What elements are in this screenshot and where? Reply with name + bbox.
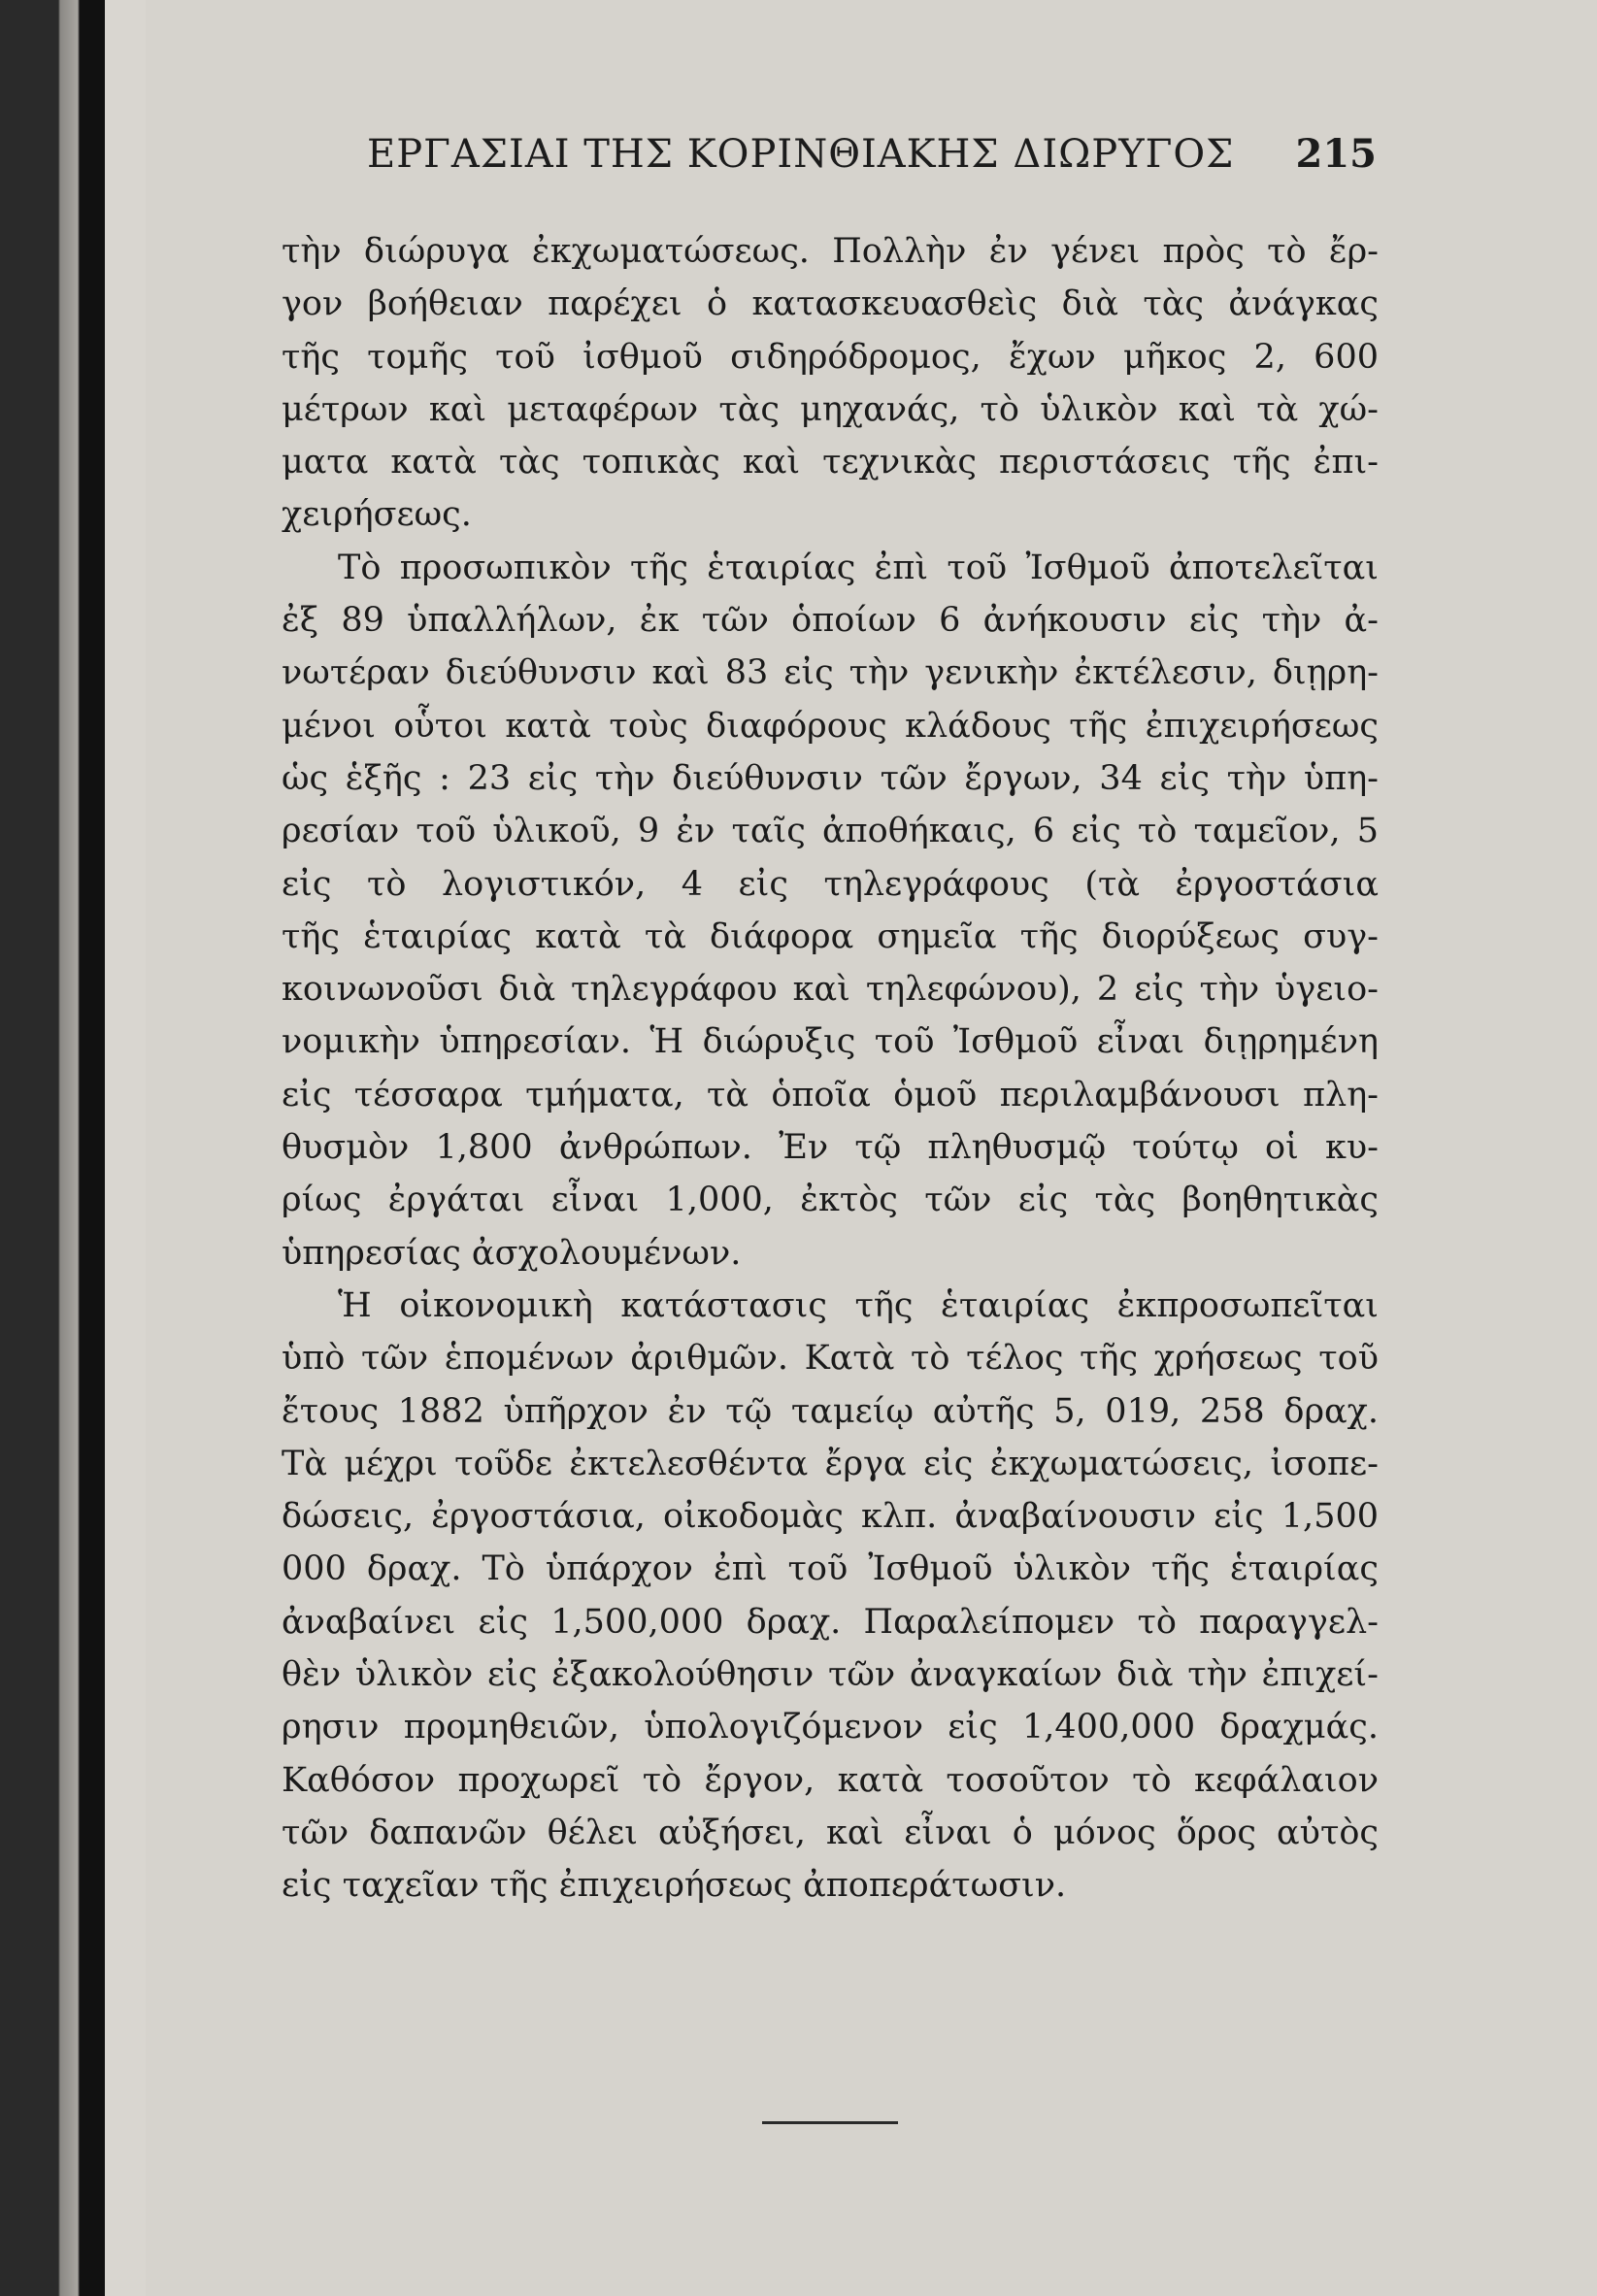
- text-line: εἰς τέσσαρα τμήματα, τὰ ὁποῖα ὁμοῦ περιλαμβάνουσι πλη-: [282, 1075, 1379, 1115]
- text-line: εἰς τὸ λογιστικόν, 4 εἰς τηλεγράφους (τὰ ἐργοστάσια: [282, 864, 1379, 904]
- text-line: ὡς ἑξῆς : 23 εἰς τὴν διεύθυνσιν τῶν ἔργων, 34 εἰς τὴν ὑπη-: [282, 758, 1379, 798]
- body-text: [282, 225, 1379, 1913]
- text-line: κοινωνοῦσι διὰ τηλεγράφου καὶ τηλεφώνου), 2 εἰς τὴν ὑγειο-: [282, 970, 1379, 1010]
- text-line: τῆς τομῆς τοῦ ἰσθμοῦ σιδηρόδρομος, ἔχων μῆκος 2, 600: [282, 337, 1379, 377]
- text-line: ματα κατὰ τὰς τοπικὰς καὶ τεχνικὰς περιστάσεις τῆς ἐπι-: [282, 443, 1379, 482]
- book-binding-edge: [0, 0, 105, 2296]
- text-line: ἔτους 1882 ὑπῆρχον ἐν τῷ ταμείῳ αὐτῆς 5, 019, 258 δραχ.: [282, 1391, 1379, 1431]
- text-line: μένοι οὗτοι κατὰ τοὺς διαφόρους κλάδους τῆς ἐπιχειρήσεως: [282, 706, 1379, 746]
- text-line: ὑπηρεσίας ἀσχολουμένων.: [282, 1233, 742, 1273]
- text-line: δώσεις, ἐργοστάσια, οἰκοδομὰς κλπ. ἀναβαίνουσιν εἰς 1,500: [282, 1497, 1379, 1537]
- text-line: γον βοήθειαν παρέχει ὁ κατασκευασθεὶς διὰ τὰς ἀνάγκας: [282, 284, 1379, 324]
- text-line: νομικὴν ὑπηρεσίαν. Ἡ διώρυξις τοῦ Ἰσθμοῦ εἶναι διῃρημένη: [282, 1022, 1379, 1062]
- end-rule: [762, 2121, 898, 2124]
- text-line: εἰς ταχεῖαν τῆς ἐπιχειρήσεως ἀποπεράτωσιν.: [282, 1866, 1067, 1906]
- text-line: ἐξ 89 ὑπαλλήλων, ἐκ τῶν ὁποίων 6 ἀνήκουσιν εἰς τὴν ἀ-: [282, 601, 1379, 641]
- text-line: ὑπὸ τῶν ἑπομένων ἀριθμῶν. Κατὰ τὸ τέλος τῆς χρήσεως τοῦ: [282, 1339, 1379, 1379]
- running-header: [367, 131, 1377, 177]
- text-line: ρίως ἐργάται εἶναι 1,000, ἐκτὸς τῶν εἰς τὰς βοηθητικὰς: [282, 1181, 1379, 1220]
- text-line: τῆς ἑταιρίας κατὰ τὰ διάφορα σημεῖα τῆς διορύξεως συγ-: [282, 916, 1379, 956]
- text-line: ρησιν προμηθειῶν, ὑπολογιζόμενον εἰς 1,400,000 δραχμάς.: [282, 1708, 1379, 1747]
- text-line: Καθόσον προχωρεῖ τὸ ἔργον, κατὰ τοσοῦτον τὸ κεφάλαιον: [282, 1760, 1379, 1800]
- text-line: τῶν δαπανῶν θέλει αὐξήσει, καὶ εἶναι ὁ μόνος ὅρος αὐτὸς: [282, 1813, 1379, 1852]
- page-number: 215: [1295, 131, 1377, 177]
- running-header-title: ΕΡΓΑΣΙΑΙ ΤΗΣ ΚΟΡΙΝΘΙΑΚΗΣ ΔΙΩΡΥΓΟΣ: [367, 132, 1235, 177]
- text-line: χειρήσεως.: [282, 495, 472, 535]
- text-line: τὴν διώρυγα ἐκχωματώσεως. Πολλὴν ἐν γένει πρὸς τὸ ἔρ-: [282, 232, 1379, 271]
- text-line: θὲν ὑλικὸν εἰς ἐξακολούθησιν τῶν ἀναγκαίων διὰ τὴν ἐπιχεί-: [282, 1655, 1379, 1695]
- text-line: Τὰ μέχρι τοῦδε ἐκτελεσθέντα ἔργα εἰς ἐκχωματώσεις, ἰσοπε-: [282, 1444, 1379, 1483]
- text-line: ρεσίαν τοῦ ὑλικοῦ, 9 ἐν ταῖς ἀποθήκαις, 6 εἰς τὸ ταμεῖον, 5: [282, 812, 1379, 851]
- text-line: Ἡ οἰκονομικὴ κατάστασις τῆς ἑταιρίας ἐκπροσωπεῖται: [338, 1285, 1379, 1325]
- text-line: θυσμὸν 1,800 ἀνθρώπων. Ἐν τῷ πληθυσμῷ τούτῳ οἱ κυ-: [282, 1128, 1379, 1168]
- text-line: Τὸ προσωπικὸν τῆς ἑταιρίας ἐπὶ τοῦ Ἰσθμοῦ ἀποτελεῖται: [338, 548, 1379, 587]
- text-line: νωτέραν διεύθυνσιν καὶ 83 εἰς τὴν γενικὴν ἐκτέλεσιν, διῃρη-: [282, 653, 1379, 693]
- text-line: ἀναβαίνει εἰς 1,500,000 δραχ. Παραλείπομεν τὸ παραγγελ-: [282, 1602, 1379, 1642]
- text-line: 000 δραχ. Τὸ ὑπάρχον ἐπὶ τοῦ Ἰσθμοῦ ὑλικὸν τῆς ἑταιρίας: [282, 1549, 1379, 1589]
- text-line: μέτρων καὶ μεταφέρων τὰς μηχανάς, τὸ ὑλικὸν καὶ τὰ χώ-: [282, 389, 1379, 429]
